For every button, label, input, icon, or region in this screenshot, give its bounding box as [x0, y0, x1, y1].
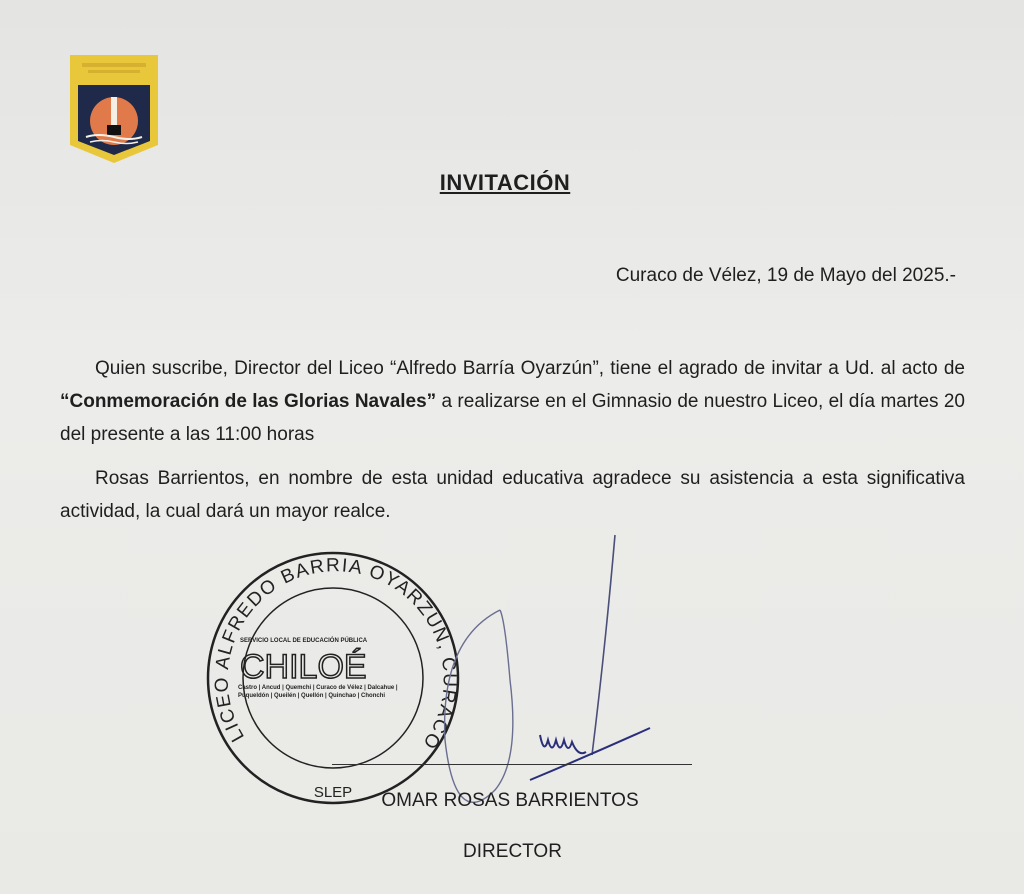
paragraph-text: Quien suscribe, Director del Liceo “Alfredo Barría Oyarzún”, tiene el agrado de invitar a Ud. al acto de — [95, 358, 965, 379]
svg-text:SERVICIO LOCAL DE EDUCACIÓN PÚ: SERVICIO LOCAL DE EDUCACIÓN PÚBLICA — [240, 638, 368, 644]
signature-line — [332, 764, 692, 765]
school-seal-stamp: LICEO ALFREDO BARRIA OYARZUN, CURACO SLEP SERVICIO LOCAL DE EDUCACIÓN PÚBLICA CHILOÉ Castro | Ancud | Quemchi | Curaco de Vélez | Dalcahue | Puqueldón | Queilén | Quellón | Quinchao | Chonchi — [200, 550, 470, 810]
school-crest-logo — [68, 53, 160, 165]
svg-text:CHILOÉ: CHILOÉ — [240, 648, 367, 686]
event-name: “Conmemoración de las Glorias Navales” — [60, 391, 437, 412]
signatory-role: DIRECTOR — [463, 841, 562, 862]
invitation-paragraph — [60, 352, 965, 451]
svg-text:LICEO ALFREDO BARRIA OYARZUN,: LICEO ALFREDO BARRIA OYARZUN, CURACO — [211, 555, 460, 754]
paragraph-text: a realizarse en el Gimnasio de nuestro Liceo, el día martes 20 del presente a las 11:00 horas — [60, 391, 965, 445]
date-line: Curaco de Vélez, 19 de Mayo del 2025.- — [615, 265, 956, 286]
signatory-name: OMAR ROSAS BARRIENTOS — [381, 790, 639, 811]
closing-paragraph: Rosas Barrientos, en nombre de esta unidad educativa agradece su asistencia a esta significativa actividad, la cual dará un mayor realce. — [60, 468, 965, 522]
svg-text:SLEP: SLEP — [313, 784, 353, 801]
document-title: INVITACIÓN — [439, 170, 571, 195]
